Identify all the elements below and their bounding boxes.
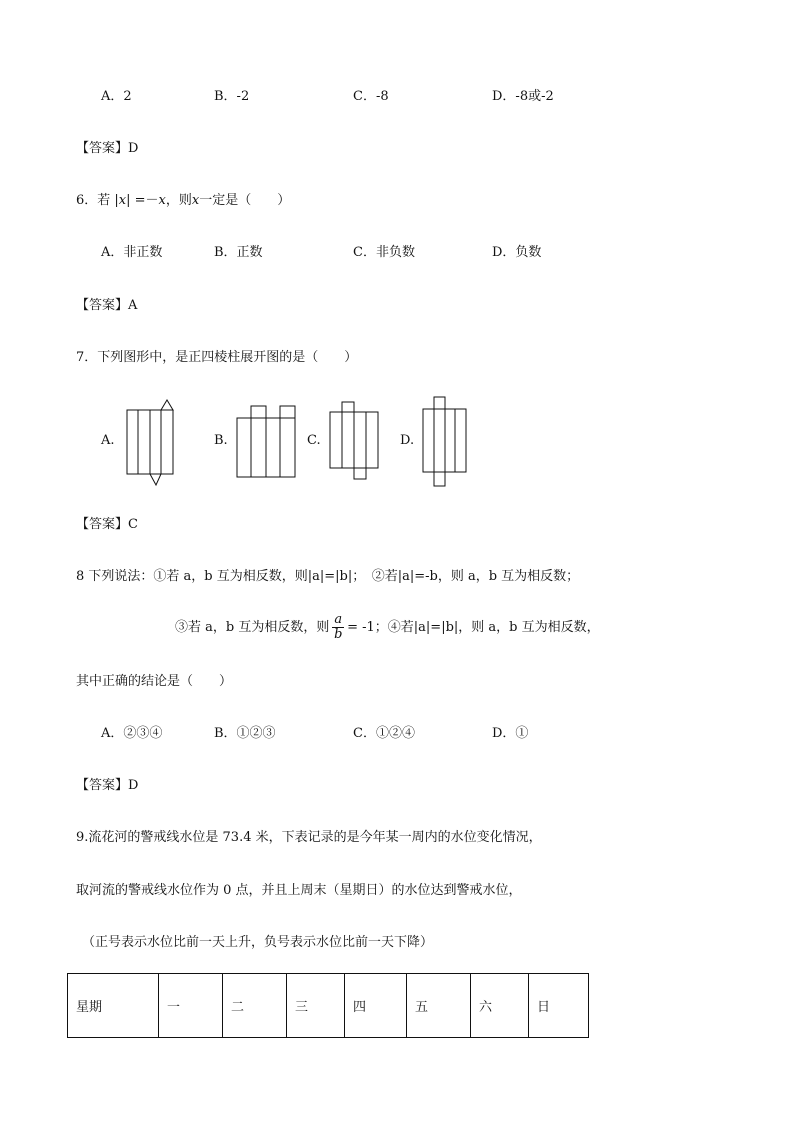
- q6-option-d: D．负数: [492, 245, 542, 260]
- q6-number: 6．: [76, 193, 98, 208]
- q8-fraction-denominator: b: [334, 627, 343, 642]
- q6-answer: 【答案】A: [76, 298, 138, 313]
- q5-option-b: B．-2: [214, 89, 250, 104]
- q8-line-1: 8 下列说法：①若 a，b 互为相反数，则|a|=|b|； ②若|a|=-b，则 a，b 互为相反数；: [76, 569, 580, 584]
- table-header-cell: 二: [223, 974, 287, 1038]
- net-figure-b: [232, 400, 302, 482]
- q8-option-b: B．①②③: [214, 726, 276, 741]
- q6-stem: [76, 192, 290, 210]
- q8-fraction: [332, 613, 344, 642]
- table-header-cell: 五: [407, 974, 471, 1038]
- q7-answer: 【答案】C: [76, 517, 138, 532]
- table-header-row: [68, 974, 589, 1038]
- q7-label-a: A.: [101, 433, 115, 448]
- q9-line-2: 取河流的警戒线水位作为 0 点，并且上周末（星期日）的水位达到警戒水位，: [76, 883, 522, 898]
- net-figure-a: [120, 395, 190, 490]
- q7-label-b: B.: [214, 433, 228, 448]
- table-header-cell: 一: [159, 974, 223, 1038]
- q6-stem-pre: 若: [97, 193, 115, 208]
- net-figure-c: [325, 398, 385, 486]
- q6-stem-mid: =－: [130, 193, 159, 208]
- table-header-cell: 四: [345, 974, 407, 1038]
- q8-fraction-numerator: a: [334, 612, 343, 627]
- q6-var-x-2: x: [191, 193, 200, 208]
- q9-line-3: （正号表示水位比前一天上升，负号表示水位比前一天下降）: [82, 935, 434, 950]
- q8-option-c: C．①②④: [353, 726, 415, 741]
- table-header-cell: 星期: [68, 974, 159, 1038]
- q7-label-d: D.: [400, 433, 415, 448]
- q5-answer: 【答案】D: [76, 141, 139, 156]
- q6-abs-expr: |x|: [114, 193, 131, 208]
- q9-line-1: 9.流花河的警戒线水位是 73.4 米，下表记录的是今年某一周内的水位变化情况，: [76, 830, 542, 845]
- q6-stem-tail: 一定是（ ）: [199, 193, 291, 208]
- q5-option-a: A．2: [101, 89, 132, 104]
- q8-answer: 【答案】D: [76, 778, 139, 793]
- q7-stem: 7．下列图形中，是正四棱柱展开图的是（ ）: [76, 350, 358, 365]
- q8-line-2: [175, 611, 600, 645]
- table-header-cell: 六: [471, 974, 529, 1038]
- table-header-cell: 日: [529, 974, 589, 1038]
- q7-label-c: C.: [307, 433, 321, 448]
- q6-option-a: A．非正数: [101, 245, 163, 260]
- q8-option-a: A．②③④: [101, 726, 163, 741]
- q8-line-2-pre: ③若 a，b 互为相反数，则: [175, 620, 330, 635]
- q6-option-c: C．非负数: [353, 245, 415, 260]
- table-header-cell: 三: [287, 974, 345, 1038]
- q5-option-c: C．-8: [353, 89, 389, 104]
- q8-line-3: 其中正确的结论是（ ）: [76, 674, 233, 689]
- net-figure-d: [418, 393, 474, 493]
- q6-stem-post: ，则: [165, 193, 192, 208]
- q8-option-d: D．①: [492, 726, 529, 741]
- q8-line-2-post: = -1；④若|a|=|b|，则 a，b 互为相反数，: [347, 620, 600, 635]
- q5-option-d: D．-8或-2: [492, 89, 554, 104]
- q6-var-x: x: [158, 193, 166, 208]
- q6-option-b: B．正数: [214, 245, 263, 260]
- water-level-table: [67, 973, 589, 1038]
